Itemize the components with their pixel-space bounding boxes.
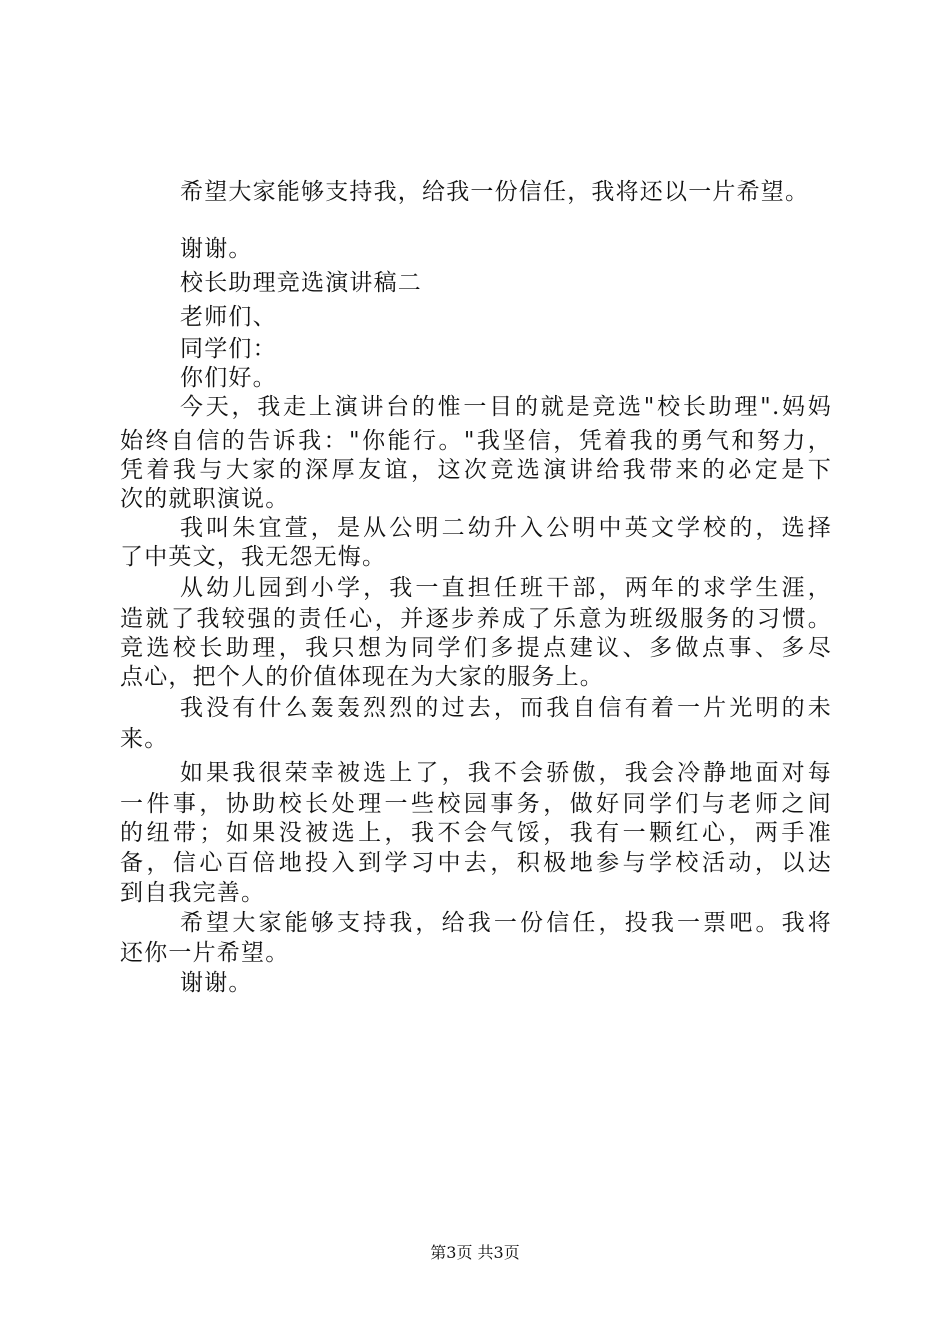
paragraph-line: 始终自信的告诉我："你能行。"我坚信，凭着我的勇气和努力， [120, 428, 832, 454]
paragraph-line: 希望大家能够支持我，给我一份信任，投我一票吧。我将 [180, 910, 832, 936]
paragraph-line: 如果我很荣幸被选上了，我不会骄傲，我会冷静地面对每 [180, 760, 832, 786]
page-number-footer: 第3页 共3页 [430, 1243, 520, 1262]
salutation-line: 老师们、 [180, 304, 277, 330]
paragraph-line: 点心，把个人的价值体现在为大家的服务上。 [120, 664, 604, 690]
section-heading: 校长助理竞选演讲稿二 [180, 270, 422, 296]
paragraph-line: 的纽带；如果没被选上，我不会气馁，我有一颗红心，两手准 [120, 820, 832, 846]
paragraph-line: 从幼儿园到小学，我一直担任班干部，两年的求学生涯， [180, 575, 832, 601]
paragraph-line: 我叫朱宜萱，是从公明二幼升入公明中英文学校的，选择 [180, 515, 832, 541]
salutation-line: 你们好。 [180, 365, 277, 391]
paragraph-line: 凭着我与大家的深厚友谊，这次竞选演讲给我带来的必定是下 [120, 457, 832, 483]
paragraph-line: 希望大家能够支持我，给我一份信任，我将还以一片希望。 [180, 179, 810, 205]
paragraph-line: 次的就职演说。 [120, 486, 290, 512]
paragraph-line: 一件事，协助校长处理一些校园事务，做好同学们与老师之间 [120, 791, 832, 817]
paragraph-line: 今天，我走上演讲台的惟一目的就是竞选"校长助理".妈妈 [180, 394, 832, 420]
paragraph-line: 来。 [120, 726, 169, 752]
paragraph-line: 谢谢。 [180, 236, 253, 262]
paragraph-line: 备，信心百倍地投入到学习中去，积极地参与学校活动，以达 [120, 850, 832, 876]
paragraph-line: 造就了我较强的责任心，并逐步养成了乐意为班级服务的习惯。 [120, 606, 832, 632]
salutation-line: 同学们： [180, 336, 277, 362]
paragraph-line: 我没有什么轰轰烈烈的过去，而我自信有着一片光明的未 [180, 695, 832, 721]
paragraph-line: 竞选校长助理，我只想为同学们多提点建议、多做点事、多尽 [120, 635, 832, 661]
paragraph-line: 还你一片希望。 [120, 940, 290, 966]
paragraph-line: 到自我完善。 [120, 880, 266, 906]
paragraph-line: 谢谢。 [180, 970, 253, 996]
paragraph-line: 了中英文，我无怨无悔。 [120, 544, 387, 570]
